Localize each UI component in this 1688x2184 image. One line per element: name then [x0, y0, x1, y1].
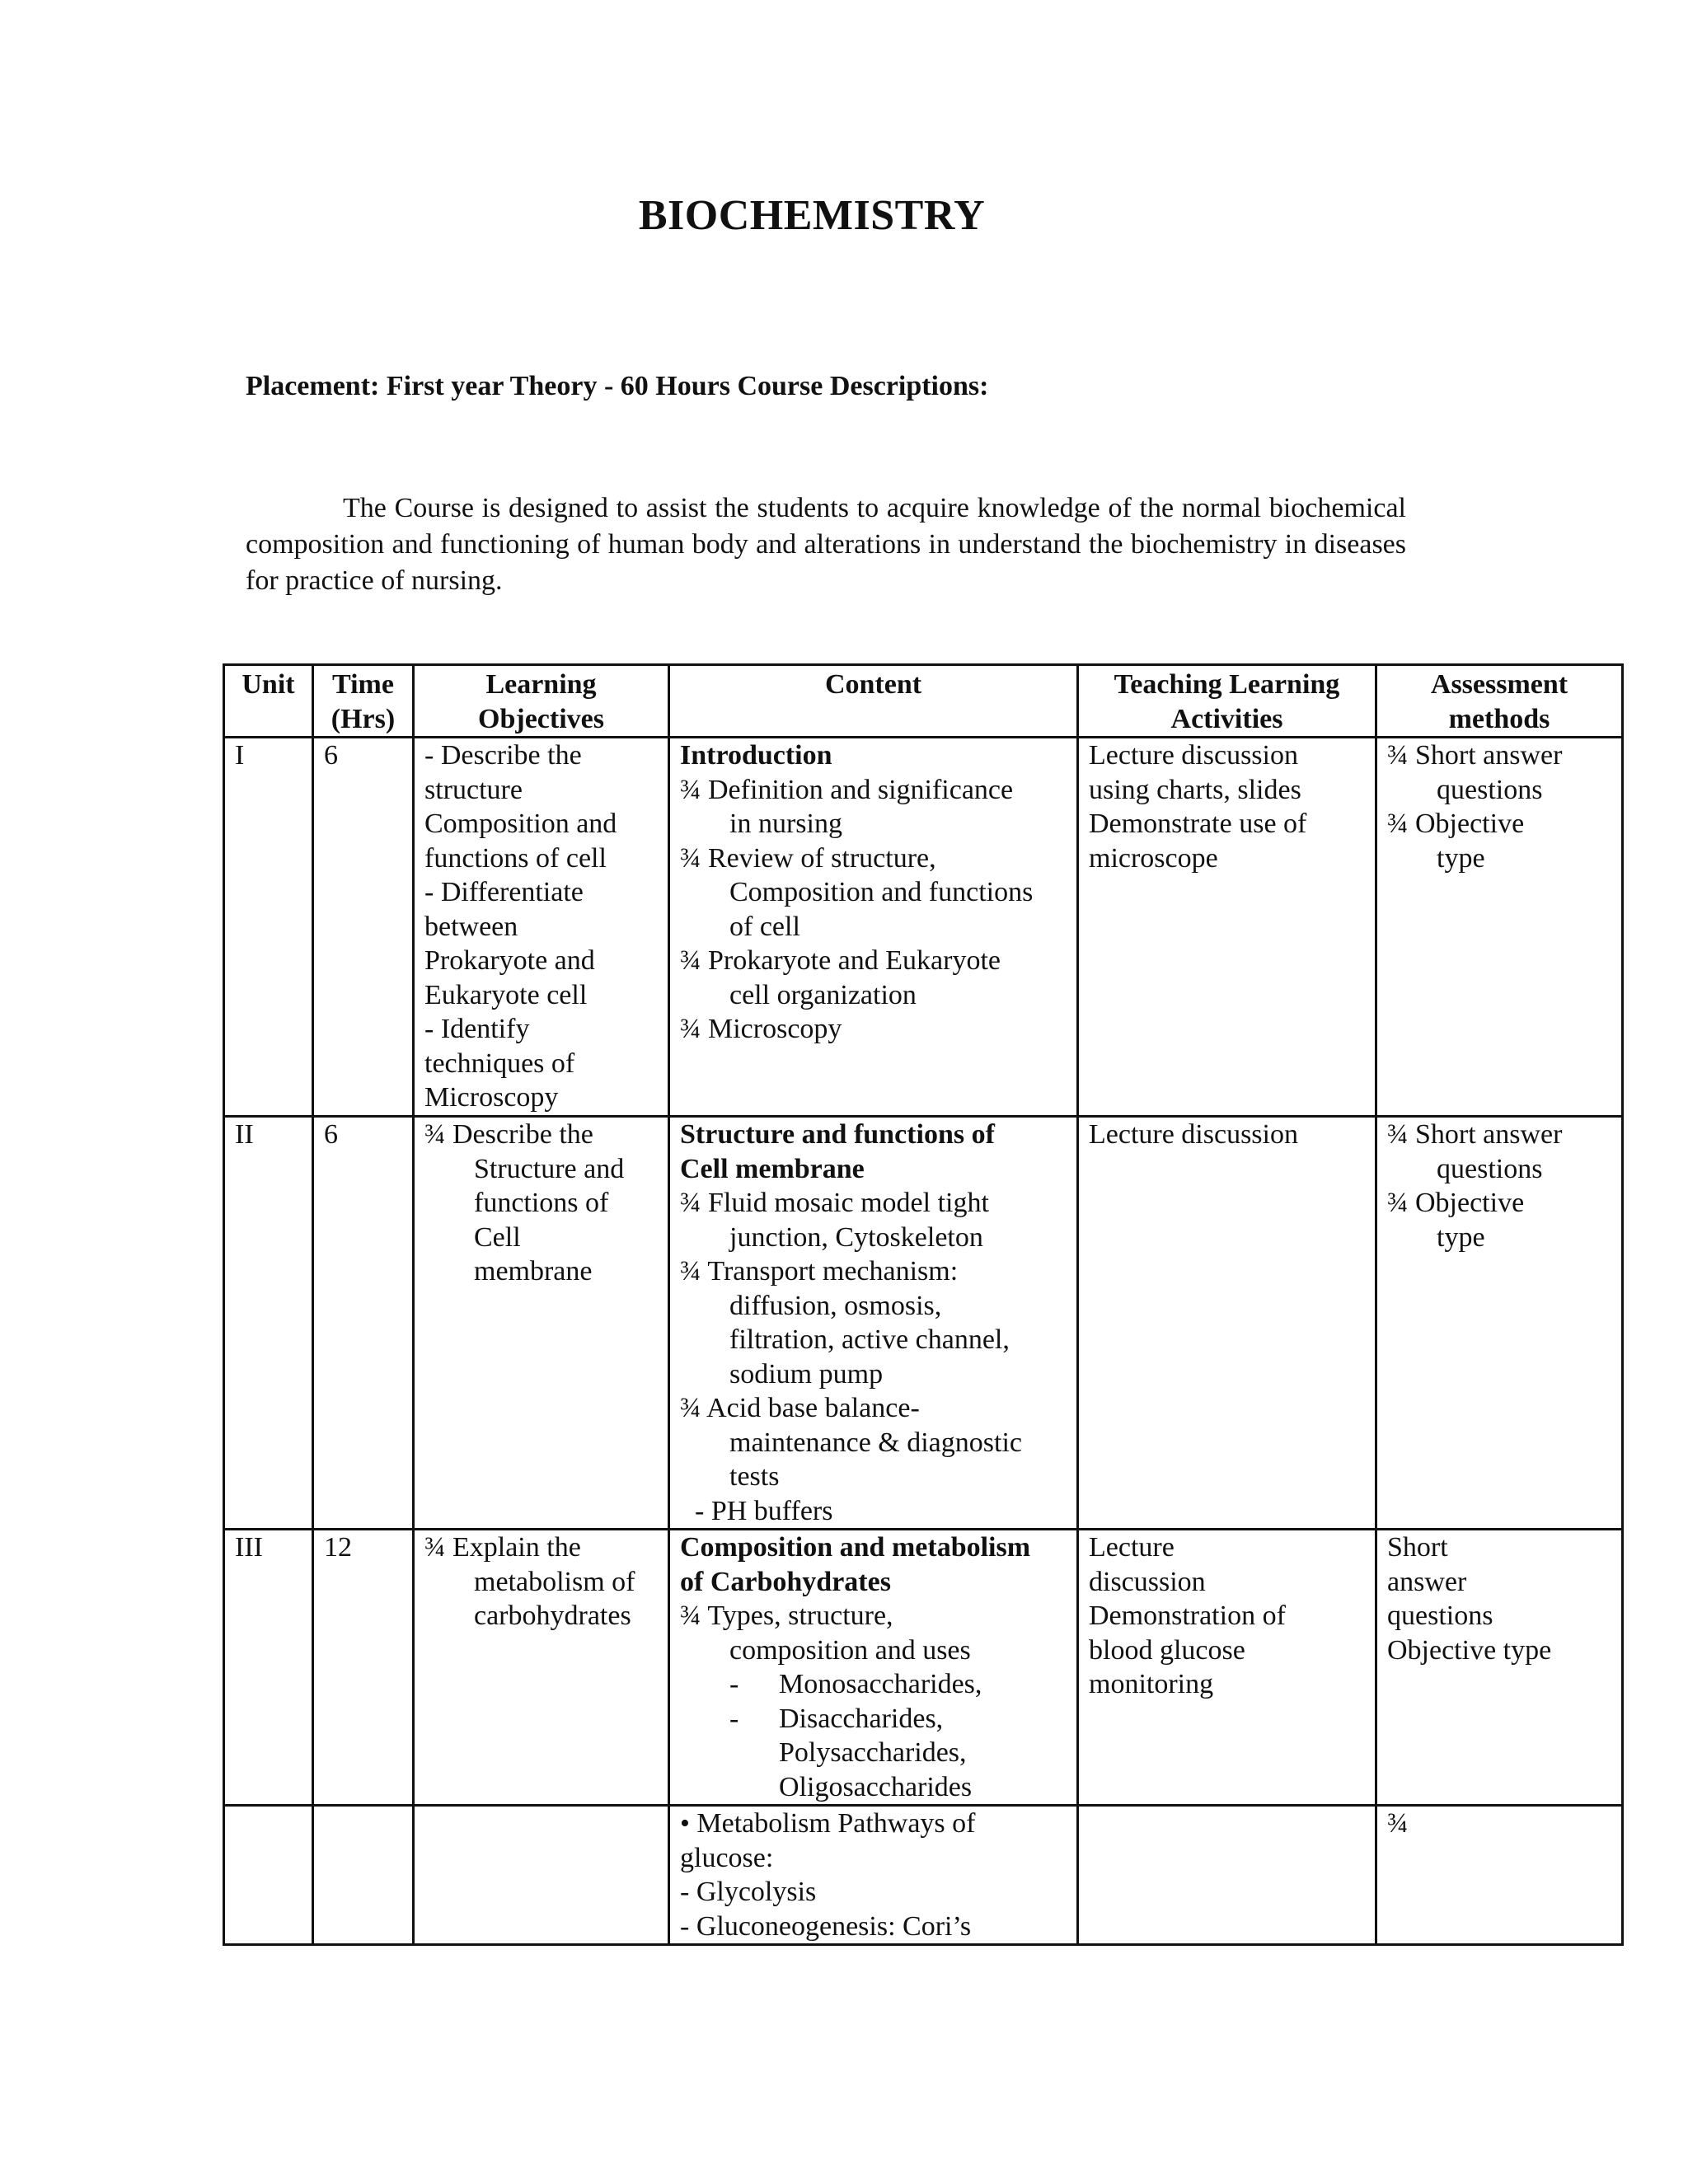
header-time: Time (Hrs) — [313, 665, 414, 738]
cell-content: Composition and metabolism of Carbohydrates ¾ Types, structure, composition and uses - Monosaccharides, - Disaccharides, Polysaccharides, Oligosaccharides — [669, 1530, 1078, 1806]
cell-content: • Metabolism Pathways of glucose: - Glycolysis - Gluconeogenesis: Cori’s — [669, 1806, 1078, 1945]
syllabus-table — [223, 663, 1624, 1946]
header-content: Content — [669, 665, 1078, 738]
cell-unit — [224, 1806, 313, 1945]
cell-objectives: ¾ Explain the metabolism of carbohydrates — [414, 1530, 669, 1806]
cell-unit: III — [224, 1530, 313, 1806]
header-assessment: Assessment methods — [1376, 665, 1623, 738]
cell-objectives: ¾ Describe the Structure and functions of Cell membrane — [414, 1117, 669, 1530]
cell-activities: Lecture discussion using charts, slides Demonstrate use of microscope — [1078, 738, 1376, 1117]
table-header-row — [224, 665, 1623, 738]
table-row — [224, 1806, 1623, 1945]
page-title: BIOCHEMISTRY — [638, 192, 986, 239]
cell-assessment: ¾ Short answer questions ¾ Objective type — [1376, 1117, 1623, 1530]
cell-objectives — [414, 1806, 669, 1945]
cell-unit: II — [224, 1117, 313, 1530]
cell-content: Introduction ¾ Definition and significance in nursing ¾ Review of structure, Composition and functions of cell ¾ Prokaryote and Eukaryote cell organization ¾ Microscopy — [669, 738, 1078, 1117]
content-subitem: - Disaccharides, — [729, 1703, 944, 1734]
cell-assessment: ¾ — [1376, 1806, 1623, 1945]
content-subitem: Oligosaccharides — [779, 1771, 973, 1802]
table-row — [224, 1117, 1623, 1530]
cell-assessment: Short answer questions Objective type — [1376, 1530, 1623, 1806]
cell-time — [313, 1806, 414, 1945]
table-row — [224, 1530, 1623, 1806]
placement-heading: Placement: First year Theory - 60 Hours Course Descriptions: — [246, 371, 989, 401]
cell-time: 6 — [313, 1117, 414, 1530]
header-activities: Teaching Learning Activities — [1078, 665, 1376, 738]
cell-content: Structure and functions of Cell membrane ¾ Fluid mosaic model tight junction, Cytoskeleton ¾ Transport mechanism: diffusion, osmosis, filtration, active channel, sodium pump ¾ Acid base balance- maintenance & diagnostic tests - PH buffers — [669, 1117, 1078, 1530]
cell-unit: I — [224, 738, 313, 1117]
table-row — [224, 738, 1623, 1117]
cell-time: 6 — [313, 738, 414, 1117]
cell-activities: Lecture discussion — [1078, 1117, 1376, 1530]
cell-activities: Lecture discussion Demonstration of blood glucose monitoring — [1078, 1530, 1376, 1806]
cell-activities — [1078, 1806, 1376, 1945]
cell-objectives: - Describe the structure Composition and functions of cell - Differentiate between Prokaryote and Eukaryote cell - Identify techniques of Microscopy — [414, 738, 669, 1117]
cell-assessment: ¾ Short answer questions ¾ Objective type — [1376, 738, 1623, 1117]
content-subitem: - Monosaccharides, — [729, 1669, 982, 1699]
content-subitem: Polysaccharides, — [779, 1737, 967, 1768]
cell-time: 12 — [313, 1530, 414, 1806]
course-description: The Course is designed to assist the students to acquire knowledge of the normal biochemical composition and functioning of human body and alterations in understand the biochemistry in diseases for practice of nursing. — [246, 493, 1406, 596]
header-objectives: Learning Objectives — [414, 665, 669, 738]
header-unit: Unit — [224, 665, 313, 738]
